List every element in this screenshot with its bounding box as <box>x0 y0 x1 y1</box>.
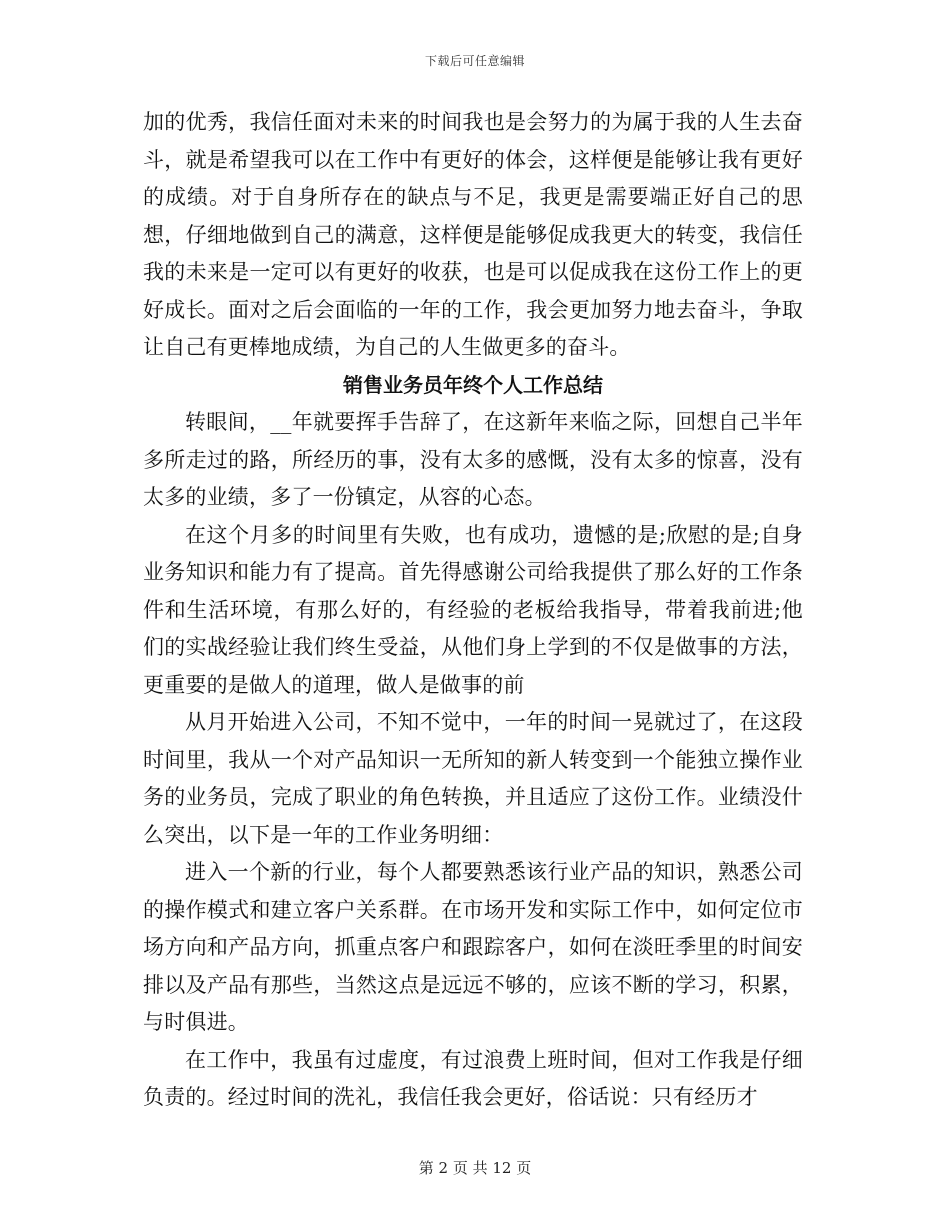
continued-paragraph: 加的优秀，我信任面对未来的时间我也是会努力的为属于我的人生去奋斗，就是希望我可以在工作中有更好的体会，这样便是能够让我有更好的成绩。对于自身所存在的缺点与不足，我更是需要端正好自己的思想，仔细地做到自己的满意，这样便是能够促成我更大的转变，我信任我的未来是一定可以有更好的收获，也是可以促成我在这份工作上的更好成长。面对之后会面临的一年的工作，我会更加努力地去奋斗，争取让自己有更棒地成绩，为自己的人生做更多的奋斗。 <box>143 110 803 359</box>
section-title: 销售业务员年终个人工作总结 <box>343 372 603 397</box>
paragraph-2: 在这个月多的时间里有失败，也有成功，遗憾的是;欣慰的是;自身业务知识和能力有了提高。首先得感谢公司给我提供了那么好的工作条件和生活环境，有那么好的，有经验的老板给我指导，带着我前进;他们的实战经验让我们终生受益，从他们身上学到的不仅是做事的方法，更重要的是做人的道理，做人是做事的前 <box>143 522 803 697</box>
page-header: 下载后可任意编辑 <box>424 54 525 68</box>
paragraph-1: 转眼间，__年就要挥手告辞了，在这新年来临之际，回想自己半年多所走过的路，所经历的事，没有太多的感慨，没有太多的惊喜，没有太多的业绩，多了一份镇定，从容的心态。 <box>143 410 803 509</box>
paragraph-3: 从月开始进入公司，不知不觉中，一年的时间一晃就过了，在这段时间里，我从一个对产品知识一无所知的新人转变到一个能独立操作业务的业务员，完成了职业的角色转换，并且适应了这份工作。业绩没什么突出，以下是一年的工作业务明细： <box>143 710 803 847</box>
page-number: 第 2 页 共 12 页 <box>418 1159 532 1177</box>
paragraph-4: 进入一个新的行业，每个人都要熟悉该行业产品的知识，熟悉公司的操作模式和建立客户关系群。在市场开发和实际工作中，如何定位市场方向和产品方向，抓重点客户和跟踪客户，如何在淡旺季里的时间安排以及产品有那些，当然这点是远远不够的，应该不断的学习，积累，与时俱进。 <box>143 860 803 1034</box>
document-body <box>143 104 803 1117</box>
paragraph-5: 在工作中，我虽有过虚度，有过浪费上班时间，但对工作我是仔细负责的。经过时间的洗礼，我信任我会更好，俗话说：只有经历才 <box>143 1047 803 1109</box>
